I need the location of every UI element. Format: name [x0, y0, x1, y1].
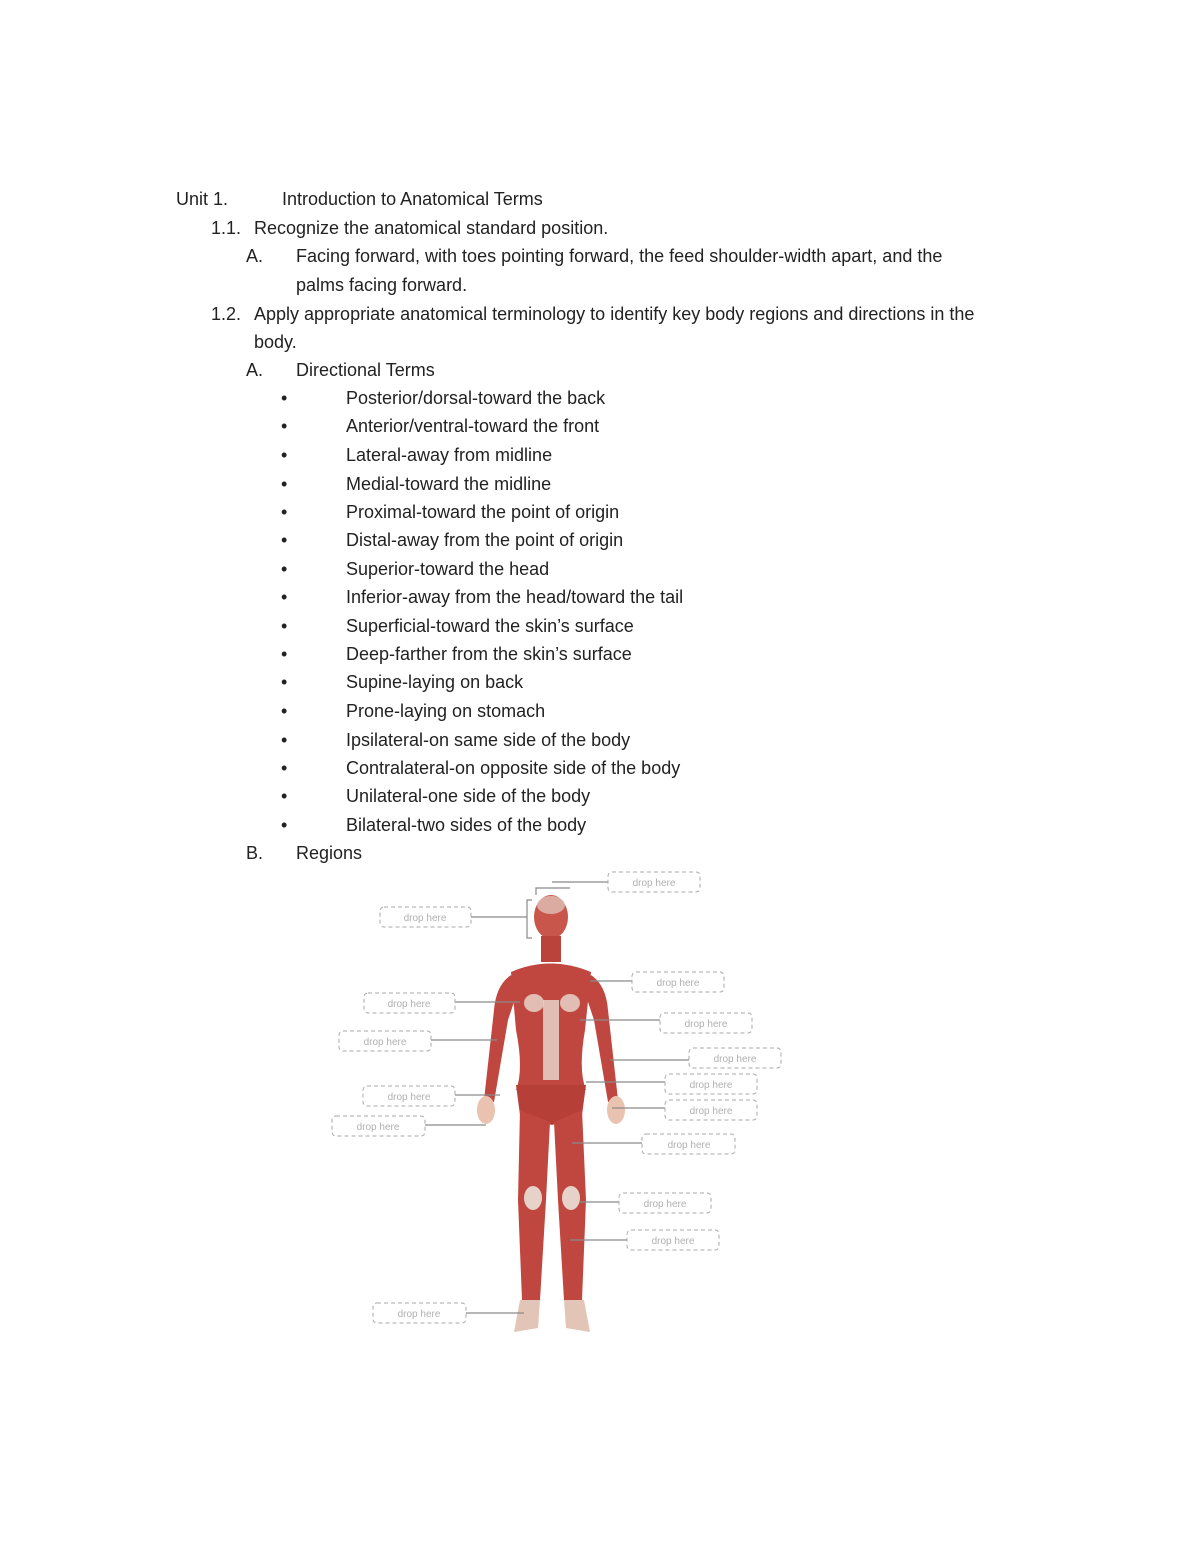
right-knee [524, 1186, 542, 1210]
objective-text-continued: body. [254, 332, 297, 352]
objective-text: Apply appropriate anatomical terminology to identify key body regions and directions in the [254, 304, 975, 324]
bullet: • [281, 758, 288, 778]
drop-zone[interactable] [339, 1031, 431, 1051]
list-item: Medial-toward the midline [346, 474, 552, 494]
bullet: • [281, 445, 288, 465]
left-knee [562, 1186, 580, 1210]
section-letter: A. [246, 360, 264, 380]
unit-number: Unit 1. [176, 189, 229, 209]
bullet: • [281, 730, 288, 750]
list-item: Bilateral-two sides of the body [346, 815, 587, 835]
drop-zone[interactable] [364, 993, 455, 1013]
objective-number: 1.2. [211, 304, 242, 324]
section-letter: B. [246, 843, 264, 863]
drop-zone[interactable] [619, 1193, 711, 1213]
list-item: Deep-farther from the skin’s surface [346, 644, 632, 664]
drop-zone[interactable] [373, 1303, 466, 1323]
drop-zone[interactable] [608, 872, 700, 892]
bullet: • [281, 559, 288, 579]
drop-zone[interactable] [660, 1013, 752, 1033]
drop-zone-label: drop here [356, 1122, 400, 1133]
drop-zone-label: drop here [363, 1037, 407, 1048]
drop-zone-label: drop here [689, 1106, 733, 1117]
bullet: • [281, 644, 288, 664]
drop-zone-label: drop here [387, 1092, 431, 1103]
list-item: Unilateral-one side of the body [346, 786, 591, 806]
drop-zone[interactable] [380, 907, 471, 927]
bullet: • [281, 786, 288, 806]
drop-zone[interactable] [665, 1074, 757, 1094]
left-foot [564, 1300, 590, 1332]
list-item: Lateral-away from midline [346, 445, 553, 465]
list-item: Proximal-toward the point of origin [346, 502, 620, 522]
drop-zone-label: drop here [689, 1080, 733, 1091]
right-hand [477, 1096, 495, 1124]
list-item: Superior-toward the head [346, 559, 550, 579]
drop-zone[interactable] [627, 1230, 719, 1250]
drop-zone-label: drop here [684, 1019, 728, 1030]
bullet: • [281, 587, 288, 607]
drop-zone-label: drop here [387, 999, 431, 1010]
drop-zone[interactable] [642, 1134, 735, 1154]
drop-zone[interactable] [665, 1100, 757, 1120]
muscular-body-illustration [477, 895, 625, 1332]
list-item: Supine-laying on back [346, 672, 524, 692]
left-arm [584, 975, 618, 1102]
list-item: Posterior/dorsal-toward the back [346, 388, 606, 408]
anatomy-diagram [320, 862, 800, 1342]
drop-zone-label: drop here [651, 1236, 695, 1247]
bullet: • [281, 616, 288, 636]
neck [541, 936, 561, 962]
bullet: • [281, 502, 288, 522]
list-item: Ipsilateral-on same side of the body [346, 730, 631, 750]
bullet: • [281, 416, 288, 436]
item-text: Facing forward, with toes pointing forward, the feed shoulder-width apart, and the [296, 246, 943, 266]
bullet: • [281, 474, 288, 494]
bullet: • [281, 701, 288, 721]
section-title-regions: Regions [296, 843, 363, 863]
objective-text: Recognize the anatomical standard position. [254, 218, 609, 238]
list-item: Distal-away from the point of origin [346, 530, 624, 550]
section-title-directional-terms: Directional Terms [296, 360, 435, 380]
list-item: Prone-laying on stomach [346, 701, 546, 721]
objective-number: 1.1. [211, 218, 242, 238]
bullet: • [281, 815, 288, 835]
list-item: Superficial-toward the skin’s surface [346, 616, 634, 636]
drop-zone-label: drop here [643, 1199, 687, 1210]
right-arm [484, 975, 518, 1102]
drop-zone[interactable] [363, 1086, 455, 1106]
list-item: Anterior/ventral-toward the front [346, 416, 600, 436]
item-letter: A. [246, 246, 264, 266]
drop-zone-label: drop here [656, 978, 700, 989]
right-foot [514, 1300, 540, 1332]
bullet: • [281, 672, 288, 692]
drop-zone-label: drop here [632, 878, 676, 889]
list-item: Inferior-away from the head/toward the tail [346, 587, 684, 607]
bullet: • [281, 388, 288, 408]
list-item: Contralateral-on opposite side of the body [346, 758, 681, 778]
drop-zone-label: drop here [667, 1140, 711, 1151]
drop-zone-label: drop here [397, 1309, 441, 1320]
item-text-continued: palms facing forward. [296, 275, 468, 295]
left-hand [607, 1096, 625, 1124]
unit-title: Introduction to Anatomical Terms [282, 189, 543, 209]
drop-zone[interactable] [632, 972, 724, 992]
drop-zone[interactable] [689, 1048, 781, 1068]
drop-zone[interactable] [332, 1116, 425, 1136]
drop-zone-label: drop here [713, 1054, 757, 1065]
drop-zone-label: drop here [403, 913, 447, 924]
bullet: • [281, 530, 288, 550]
